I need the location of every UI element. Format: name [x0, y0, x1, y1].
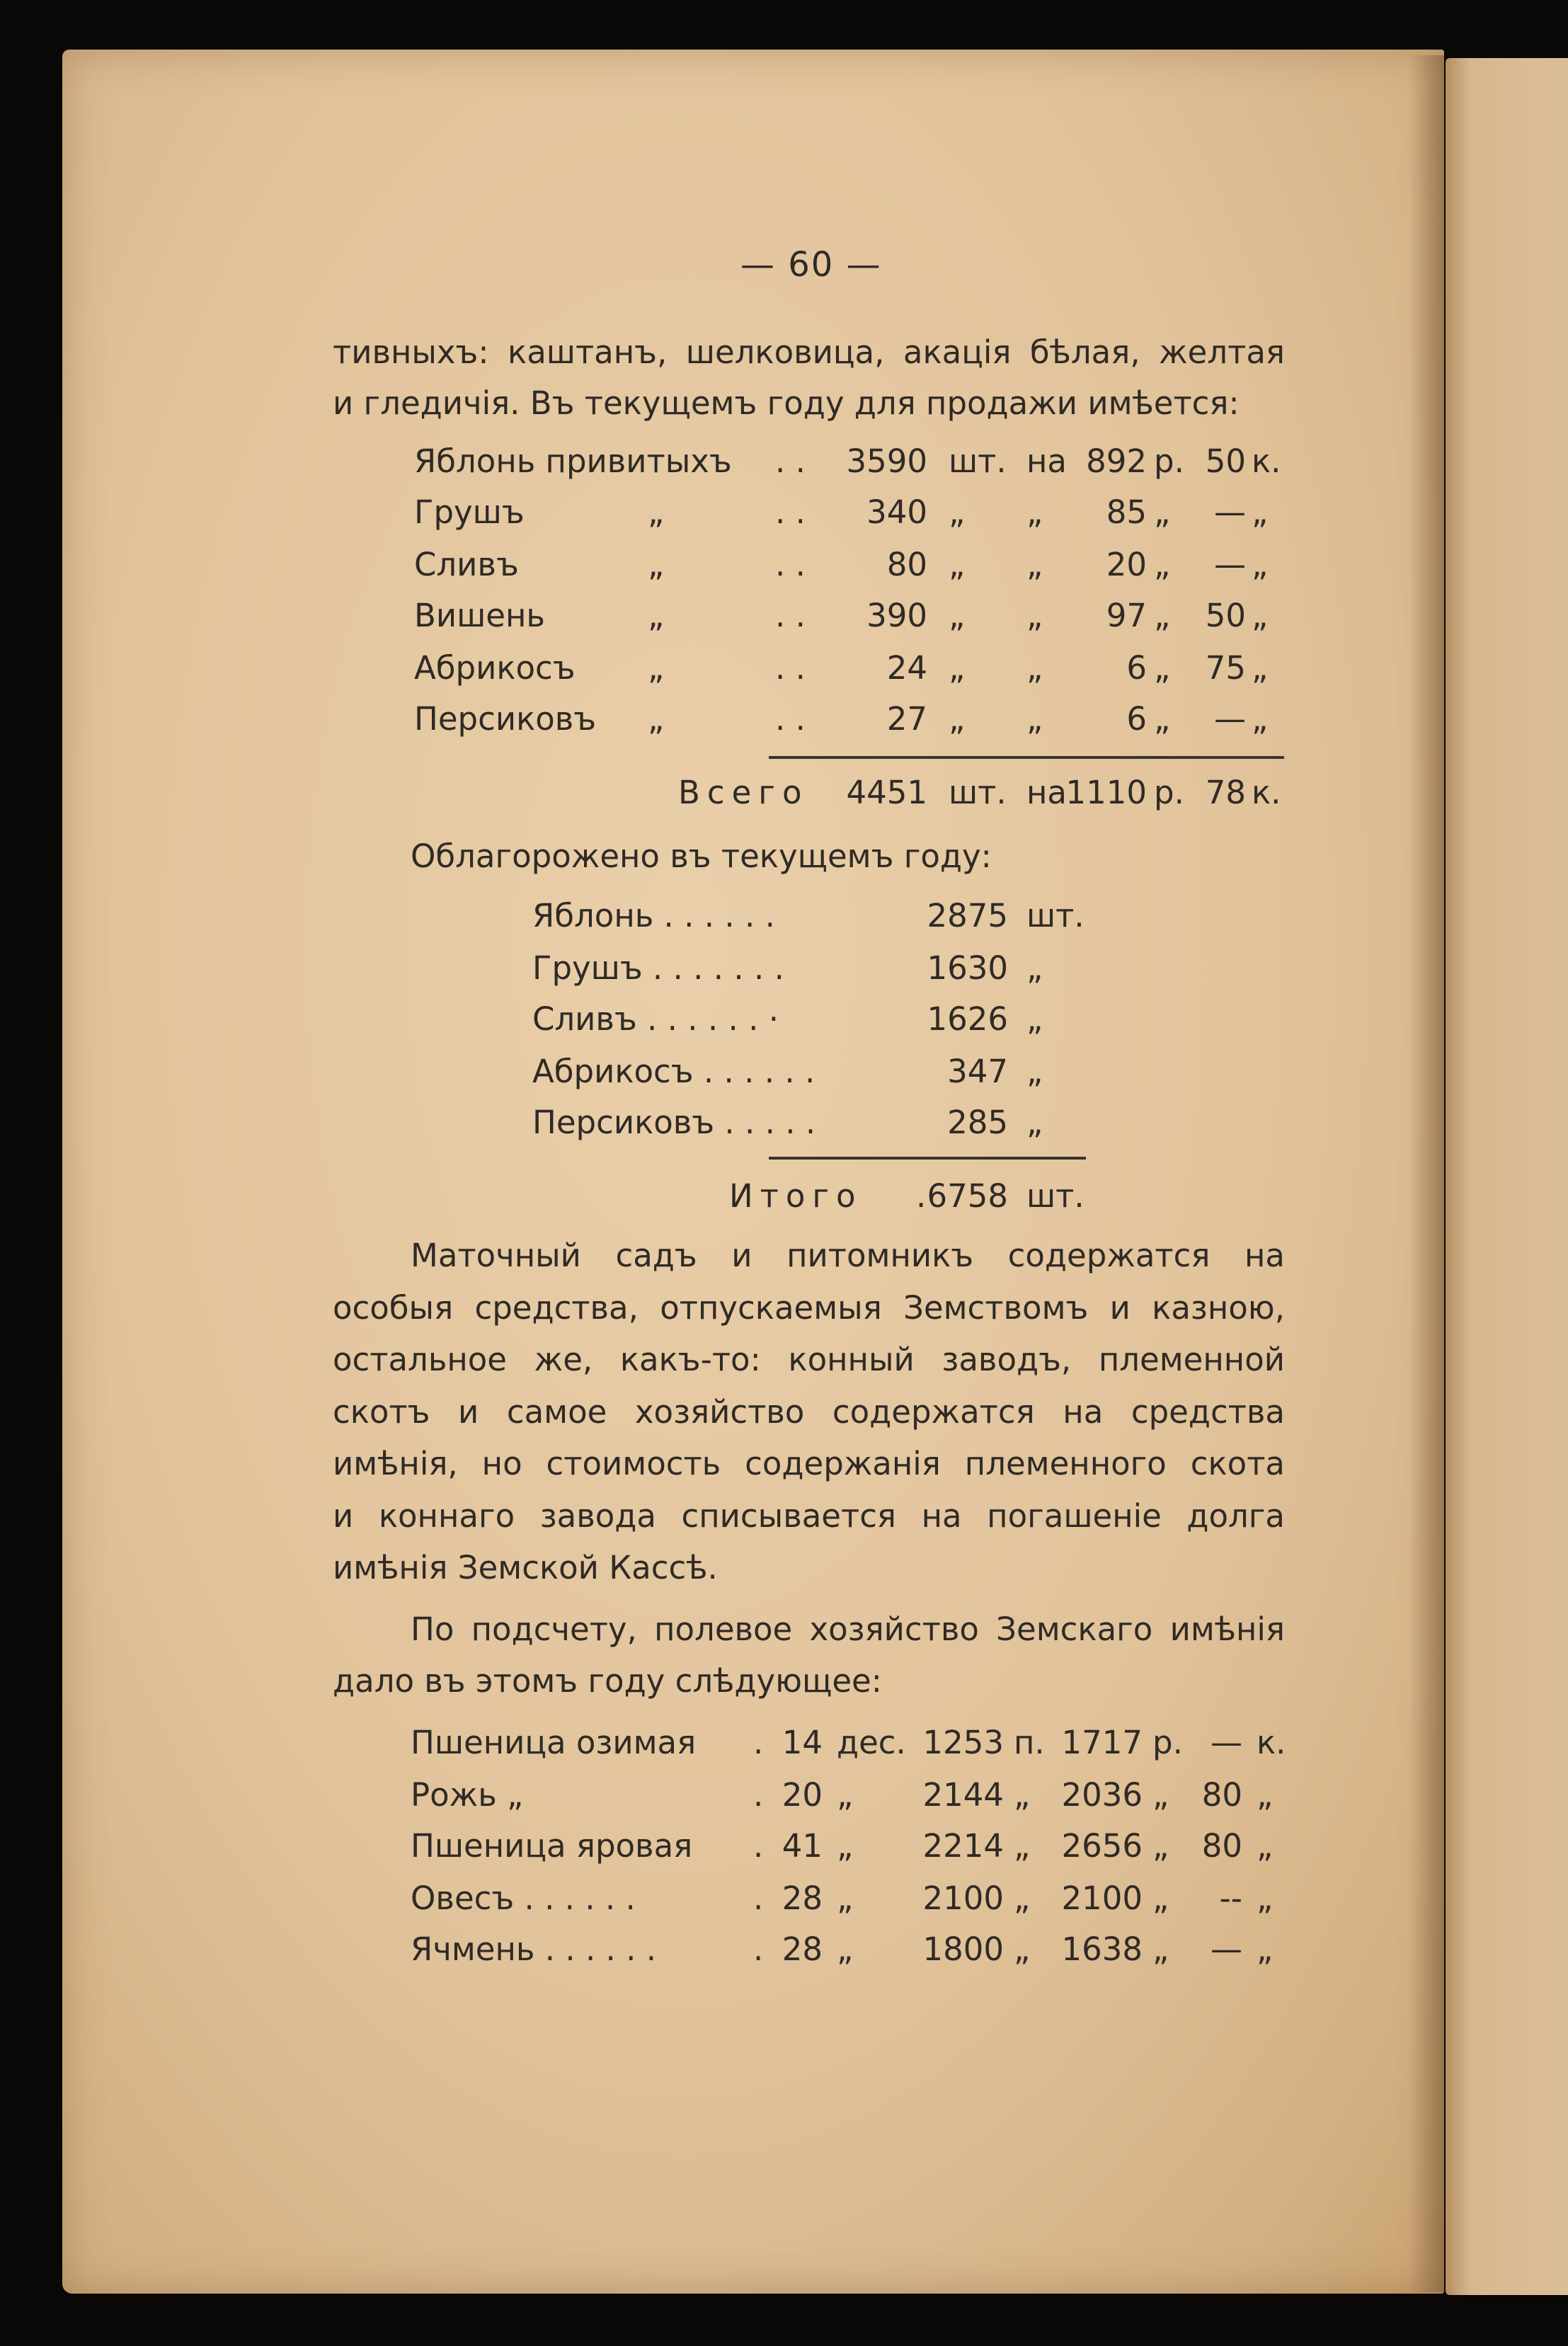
- harvest-rub-unit: „: [1152, 1827, 1169, 1865]
- sale-na: „: [1026, 649, 1043, 687]
- harvest-kopecks: —: [1211, 1930, 1242, 1968]
- text-line: дало въ этомъ году слѣдующее:: [333, 1662, 882, 1700]
- sale-kopecks: —: [1214, 700, 1246, 738]
- sale-item-name: Грушъ: [414, 493, 525, 531]
- leader-dots: . .: [775, 493, 806, 531]
- leader-dots: . .: [775, 649, 806, 687]
- leader-dots: . .: [775, 700, 806, 738]
- sale-qty: 3590: [846, 442, 927, 480]
- sale-kopecks: —: [1214, 546, 1246, 583]
- ennobled-item: Абрикосъ . . . . . .: [532, 1053, 816, 1090]
- total-kopecks: 78: [1205, 774, 1246, 811]
- leader-dot: .: [753, 1776, 764, 1814]
- sale-unit: „: [949, 649, 966, 687]
- ennobled-total-unit: шт.: [1026, 1177, 1085, 1215]
- sale-unit: шт.: [949, 442, 1007, 480]
- harvest-kop-unit: „: [1257, 1776, 1274, 1814]
- ennobled-unit: шт.: [1026, 897, 1085, 934]
- sale-rubles: 6: [1126, 649, 1147, 687]
- total-qty: 4451: [846, 774, 927, 811]
- harvest-rubles: 2100: [1061, 1879, 1143, 1917]
- text-line: и гледичiя. Въ текущемъ году для продажи имѣется:: [333, 384, 1240, 422]
- harvest-kop-unit: к.: [1257, 1724, 1286, 1761]
- sale-item-name: Сливъ: [414, 546, 519, 583]
- harvest-desyatins: 28: [782, 1879, 823, 1917]
- sale-rub-unit: „: [1154, 546, 1171, 583]
- sale-qty: 390: [866, 597, 927, 634]
- sale-rub-unit: „: [1154, 597, 1171, 634]
- harvest-kopecks: 80: [1201, 1776, 1242, 1814]
- sale-unit: „: [949, 493, 966, 531]
- ennobled-qty: 1630: [927, 949, 1008, 987]
- sale-unit: „: [949, 546, 966, 583]
- total-na: на: [1026, 774, 1067, 811]
- sale-unit: „: [949, 597, 966, 634]
- sale-na: на: [1026, 442, 1067, 480]
- table-rule: [769, 756, 1284, 759]
- harvest-kop-unit: „: [1257, 1879, 1274, 1917]
- harvest-des-unit: „: [837, 1827, 854, 1865]
- ennobled-unit: „: [1026, 949, 1043, 987]
- harvest-desyatins: 41: [782, 1827, 823, 1865]
- text-line: скотъ и самое хозяйство содержатся на средства: [333, 1392, 1285, 1431]
- harvest-des-unit: дес.: [837, 1724, 906, 1761]
- sale-rub-unit: „: [1154, 493, 1171, 531]
- ennobled-qty: 285: [947, 1104, 1008, 1141]
- harvest-kop-unit: „: [1257, 1930, 1274, 1968]
- harvest-rub-unit: „: [1152, 1930, 1169, 1968]
- sale-kop-unit: „: [1252, 493, 1269, 531]
- harvest-crop: Пшеница озимая: [411, 1724, 697, 1761]
- harvest-desyatins: 28: [782, 1930, 823, 1968]
- sale-kop-unit: „: [1252, 700, 1269, 738]
- sale-rub-unit: „: [1154, 649, 1171, 687]
- harvest-poods: 1800: [922, 1930, 1004, 1968]
- harvest-pood-unit: „: [1014, 1776, 1031, 1814]
- ennobled-qty: 347: [947, 1053, 1008, 1090]
- text-line: имѣнiя Земской Кассѣ.: [333, 1549, 718, 1586]
- leader-dot: .: [753, 1724, 764, 1761]
- harvest-poods: 2100: [922, 1879, 1004, 1917]
- sale-rubles: 20: [1106, 546, 1147, 583]
- leader-dot: .: [753, 1930, 764, 1968]
- table-rule: [769, 1157, 1086, 1160]
- sale-rubles: 97: [1106, 597, 1147, 634]
- ennobled-unit: „: [1026, 1000, 1043, 1038]
- sale-na: „: [1026, 493, 1043, 531]
- harvest-kopecks: —: [1211, 1724, 1242, 1761]
- sale-qty: 24: [886, 649, 927, 687]
- text-line: и коннаго завода списывается на погашенiе долга: [333, 1497, 1285, 1535]
- leader-dot: .: [916, 1177, 927, 1215]
- harvest-des-unit: „: [837, 1879, 854, 1917]
- text-line: тивныхъ: каштанъ, шелковица, акацiя бѣлая, желтая: [333, 333, 1285, 371]
- sale-qty: 340: [866, 493, 927, 531]
- text-line: По подсчету, полевое хозяйство Земскаго имѣнiя: [411, 1610, 1285, 1648]
- harvest-kop-unit: „: [1257, 1827, 1274, 1865]
- total-rub-unit: р.: [1154, 774, 1184, 811]
- sale-item-name: Вишень: [414, 597, 545, 634]
- harvest-rubles: 1638: [1061, 1930, 1143, 1968]
- sale-item-name: Абрикосъ: [414, 649, 576, 687]
- harvest-desyatins: 20: [782, 1776, 823, 1814]
- sale-rubles: 85: [1106, 493, 1147, 531]
- sale-na: „: [1026, 597, 1043, 634]
- harvest-pood-unit: п.: [1014, 1724, 1045, 1761]
- sale-item-name: Персиковъ: [414, 700, 597, 738]
- sale-qty: 27: [886, 700, 927, 738]
- ennobled-heading: Облагорожено въ текущемъ году:: [411, 837, 992, 875]
- sale-kopecks: 50: [1205, 442, 1246, 480]
- harvest-rubles: 2036: [1061, 1776, 1143, 1814]
- ennobled-qty: 2875: [927, 897, 1008, 934]
- leader-dot: .: [753, 1879, 764, 1917]
- sale-rub-unit: „: [1154, 700, 1171, 738]
- sale-kop-unit: „: [1252, 597, 1269, 634]
- harvest-pood-unit: „: [1014, 1930, 1031, 1968]
- ennobled-total-qty: 6758: [927, 1177, 1008, 1215]
- text-line: Маточный садъ и питомникъ содержатся на: [411, 1237, 1285, 1274]
- harvest-crop: Рожь „: [411, 1776, 524, 1814]
- harvest-des-unit: „: [837, 1930, 854, 1968]
- harvest-des-unit: „: [837, 1776, 854, 1814]
- harvest-kopecks: 80: [1201, 1827, 1242, 1865]
- total-kop-unit: к.: [1252, 774, 1281, 811]
- harvest-pood-unit: „: [1014, 1827, 1031, 1865]
- sale-unit: „: [949, 700, 966, 738]
- ditto-mark: „: [648, 493, 665, 531]
- ditto-mark: „: [648, 649, 665, 687]
- harvest-desyatins: 14: [782, 1724, 823, 1761]
- sale-na: „: [1026, 546, 1043, 583]
- sale-kopecks: 75: [1205, 649, 1246, 687]
- ditto-mark: „: [648, 700, 665, 738]
- total-unit: шт.: [949, 774, 1007, 811]
- sale-rub-unit: р.: [1154, 442, 1184, 480]
- ditto-mark: „: [648, 597, 665, 634]
- harvest-rub-unit: „: [1152, 1879, 1169, 1917]
- page-number: — 60 —: [740, 245, 882, 285]
- harvest-rub-unit: „: [1152, 1776, 1169, 1814]
- harvest-kopecks: --: [1219, 1879, 1242, 1917]
- harvest-rubles: 1717: [1061, 1724, 1143, 1761]
- sale-qty: 80: [886, 546, 927, 583]
- harvest-crop: Овесъ . . . . . .: [411, 1879, 636, 1917]
- leader-dot: .: [753, 1827, 764, 1865]
- ennobled-item: Сливъ . . . . . . ·: [532, 1000, 779, 1038]
- sale-kopecks: 50: [1205, 597, 1246, 634]
- leader-dots: . .: [775, 597, 806, 634]
- ditto-mark: „: [648, 546, 665, 583]
- total-label: Итого: [729, 1177, 863, 1215]
- page-gutter-shadow: [1409, 55, 1444, 2292]
- sale-rubles: 6: [1126, 700, 1147, 738]
- sale-rubles: 892: [1086, 442, 1147, 480]
- text-line: особыя средства, отпускаемыя Земствомъ и казною,: [333, 1288, 1285, 1327]
- harvest-pood-unit: „: [1014, 1879, 1031, 1917]
- sale-kop-unit: „: [1252, 546, 1269, 583]
- adjacent-page: [1446, 58, 1568, 2295]
- ennobled-qty: 1626: [927, 1000, 1008, 1038]
- leader-dots: . .: [775, 546, 806, 583]
- sale-kop-unit: „: [1252, 649, 1269, 687]
- total-label: Всего: [678, 774, 809, 811]
- harvest-rubles: 2656: [1061, 1827, 1143, 1865]
- sale-kop-unit: к.: [1252, 442, 1281, 480]
- harvest-rub-unit: р.: [1152, 1724, 1183, 1761]
- sale-item-name: Яблонь привитыхъ: [414, 442, 732, 480]
- harvest-poods: 2144: [922, 1776, 1004, 1814]
- text-line: имѣнiя, но стоимость содержанiя племенного скота: [333, 1445, 1285, 1482]
- ennobled-unit: „: [1026, 1104, 1043, 1141]
- total-rubles: 1110: [1065, 774, 1147, 811]
- text-line: остальное же, какъ-то: конный заводъ, племенной: [333, 1341, 1285, 1378]
- harvest-poods: 2214: [922, 1827, 1004, 1865]
- leader-dots: . .: [775, 442, 806, 480]
- harvest-crop: Ячмень . . . . . .: [411, 1930, 657, 1968]
- harvest-poods: 1253: [922, 1724, 1004, 1761]
- ennobled-unit: „: [1026, 1053, 1043, 1090]
- sale-kopecks: —: [1214, 493, 1246, 531]
- harvest-crop: Пшеница яровая: [411, 1827, 693, 1865]
- ennobled-item: Персиковъ . . . . .: [532, 1104, 816, 1141]
- ennobled-item: Грушъ . . . . . . .: [532, 949, 784, 987]
- ennobled-item: Яблонь . . . . . .: [532, 897, 775, 934]
- sale-na: „: [1026, 700, 1043, 738]
